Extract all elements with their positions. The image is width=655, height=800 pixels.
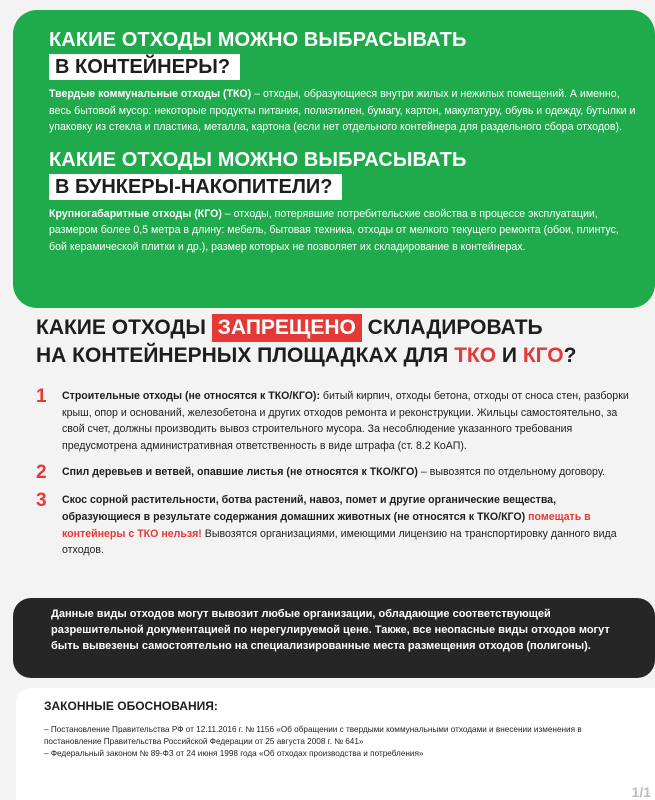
forbidden-badge: ЗАПРЕЩЕНО [212,314,362,342]
legal-line-2: – Федеральный законом № 89-ФЗ от 24 июня 1998 года «Об отходах производства и потребления» [44,749,424,759]
notice-text: Данные виды отходов могут вывозит любые организации, обладающие соответствующей разрешительной документацией по нерегулируемой цене. Также, все неопасные виды отходов могут быть вывезены самостоятельно на специализированные места размещения отходов (полигоны). [51,608,610,652]
legal-line-1: – Постановление Правительства РФ от 12.11.2016 г. № 1156 «Об обращении с твердыми коммунальными отходами и внесении изменения в постановление Правительства Российской Федерации от 25 августа 2008 г. № 641» [44,725,582,747]
forbidden-heading-line2 [36,342,636,370]
section2-term: Крупногабаритные отходы (КГО) [49,207,222,220]
legal-title: ЗАКОННЫЕ ОБОСНОВАНИЯ: [44,699,218,713]
section2-heading-highlight: В БУНКЕРЫ-НАКОПИТЕЛИ? [49,174,342,200]
notice-panel [13,598,655,678]
forbidden-heading-end: СКЛАДИРОВАТЬ [361,316,543,339]
item-bold-text: Строительные отходы (не относятся к ТКО/КГО): [62,390,320,402]
forbidden-items-list [36,388,636,569]
section1-term: Твердые коммунальные отходы (ТКО) [49,88,252,100]
forbidden-heading [36,314,636,370]
section1-heading: КАКИЕ ОТХОДЫ МОЖНО ВЫБРАСЫВАТЬ [49,29,467,51]
section2-description [49,206,639,256]
section1-heading-highlight: В КОНТЕЙНЕРЫ? [49,54,240,80]
kgo-label: КГО [522,344,564,367]
item-text [62,388,636,454]
item-number: 3 [36,490,47,512]
allowed-waste-panel [13,10,655,308]
item-bold-text: Спил деревьев и ветвей, опавшие листья (не относятся к ТКО/КГО) [62,466,418,479]
list-item [36,492,636,558]
forbidden-heading-start: КАКИЕ ОТХОДЫ [36,316,212,339]
list-item [36,464,636,482]
section1-text: – отходы, образующиеся внутри жилых и нежилых помещений. А именно, весь бытовой мусор: некоторые продукты питания, полиэтилен, бумагу, картон, макулатуру, обувь и одежду, бутылки и упаковку из стекла и пластика, металла, картона (если нет отдельного контейнера для раздельного сбора отходов). [49,88,636,134]
question-mark: ? [563,344,577,367]
item-number: 2 [36,462,47,484]
tko-label: ТКО [454,344,497,367]
section1-description [49,86,639,136]
section2-text: – отходы, потерявшие потребительские свойства в процессе эксплуатации, размером более 0,5 метра в длину: мебель, бытовая техника, отходы от мелкого текущего ремонта (обои, плинтус, бой керамической плитки и др.), размер которых не позволяет их складирование в контейнерах. [49,207,619,253]
list-item [36,388,636,454]
page-indicator: 1/1 [631,784,651,800]
forbidden-heading-line2-start: НА КОНТЕЙНЕРНЫХ ПЛОЩАДКАХ ДЛЯ [36,344,455,367]
item-warning-text: помещать в контейнеры с ТКО нельзя! [62,510,591,540]
section2-heading: КАКИЕ ОТХОДЫ МОЖНО ВЫБРАСЫВАТЬ [49,148,467,171]
item-text [62,464,605,482]
item-body-text: Вывозятся организациями, имеющими лицензию на транспортировку данного вида отходов. [62,527,617,557]
and-label: И [496,344,523,367]
item-text [62,492,636,558]
forbidden-heading-line1 [36,314,636,342]
legal-basis-panel [16,688,655,800]
item-body-text: – вывозятся по отдельному договору. [417,466,606,479]
item-body-text: битый кирпич, отходы бетона, отходы от сноса стен, разборки крыш, опор и оснований, железобетона и других отходов ремонта и реконструкции. Жильцы самостоятельно, за свой счет, должны производить вывоз строительного мусора. За несоблюдение указанного требования предусмотрена административная ответственность в виде штрафа (ст. 8.2 КоАП). [62,390,629,452]
item-bold-text: Скос сорной растительности, ботва растений, навоз, помет и другие органические вещества, образующиеся в результате содержания домашних животных (не относятся к ТКО/КГО) [62,494,557,523]
item-number: 1 [36,386,47,407]
